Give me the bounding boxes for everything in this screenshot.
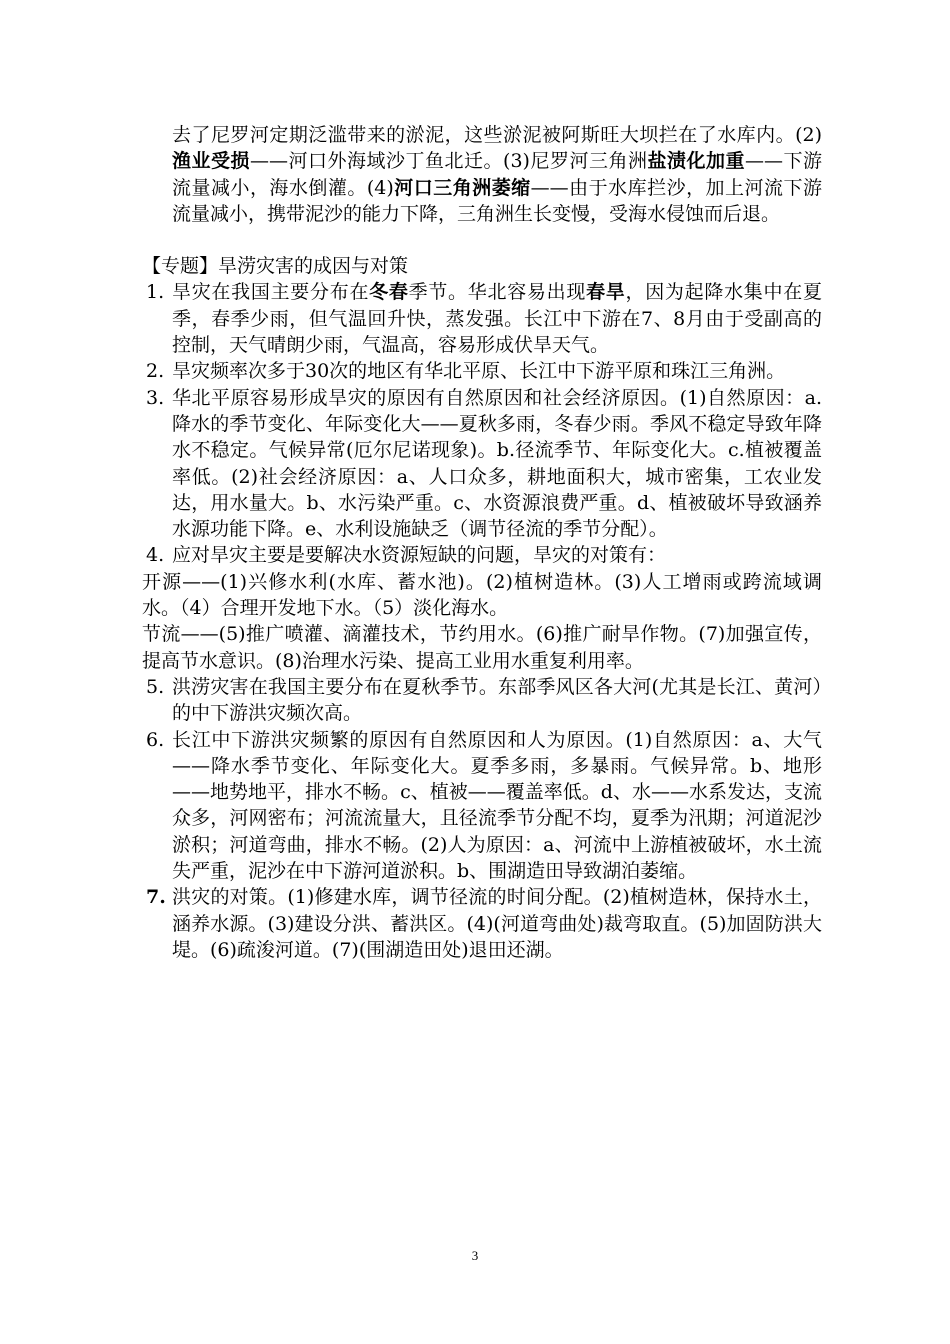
list-number: 4. — [146, 544, 165, 567]
item-5-text: 洪涝灾害在我国主要分布在夏秋季节。东部季风区各大河(尤其是长江、黄河）的中下游洪灾频次高。 — [172, 675, 822, 725]
list-item-7 — [142, 884, 822, 963]
list-item-4 — [142, 542, 822, 568]
intro-bold-salinization: 盐渍化加重 — [647, 150, 745, 173]
item-1-text-d: ，因为起降水集中在夏季，春季少雨，但气温回升快，蒸发强。长江中下游在7、8月由于受副高的控制，天气晴朗少雨，气温高，容易形成伏旱天气。 — [172, 281, 822, 357]
list-number: 5. — [146, 675, 165, 698]
list-item-5 — [142, 674, 822, 727]
jieliu-paragraph: 节流——(5)推广喷灌、滴灌技术，节约用水。(6)推广耐旱作物。(7)加强宣传，提高节水意识。(8)治理水污染、提高工业用水重复利用率。 — [142, 623, 822, 672]
item-1-bold-spring-drought: 春旱 — [586, 281, 626, 304]
kaiyuan-paragraph: 开源——(1)兴修水利(水库、蓄水池)。(2)植树造林。(3)人工增雨或跨流域调水。（4）合理开发地下水。（5）淡化海水。 — [142, 570, 822, 620]
document-body — [142, 122, 822, 963]
item-4-text: 应对旱灾主要是要解决水资源短缺的问题，旱灾的对策有： — [172, 544, 667, 567]
list-number: 2. — [146, 360, 165, 383]
list-item-2 — [142, 358, 822, 384]
item-1-bold-winter-spring: 冬春 — [369, 281, 409, 304]
item-6-text: 长江中下游洪灾频繁的原因有自然原因和人为原因。(1)自然原因：a、大气——降水季节变化、年际变化大。夏季多雨，多暴雨。气候异常。b、地形——地势地平，排水不畅。c、植被——覆盖率低。d、水——水系发达，支流众多，河网密布；河流流量大，且径流季节分配不均，夏季为汛期；河道泥沙淤积；河道弯曲，排水不畅。(2)人为原因：a、河流中上游植被破坏，水土流失严重，泥沙在中下游河道淤积。b、围湖造田导致湖泊萎缩。 — [172, 728, 822, 883]
section-title: 【专题】旱涝灾害的成因与对策 — [142, 255, 409, 278]
intro-bold-delta: 河口三角洲萎缩 — [393, 176, 531, 199]
item-1-text-c: 季节。华北容易出现 — [408, 281, 587, 304]
intro-text-4: ——由于水库拦沙，加上河流下游流量减小，携带泥沙的能力下降，三角洲生长变慢，受海水侵蚀而后退。 — [172, 176, 822, 225]
list-number: 3. — [146, 386, 165, 409]
item-1-text-a: 旱灾在我国主要分布在 — [172, 281, 370, 304]
intro-paragraph — [142, 122, 822, 227]
item-7-text: 洪灾的对策。(1)修建水库，调节径流的时间分配。(2)植树造林，保持水土，涵养水源。(3)建设分洪、蓄洪区。(4)(河道弯曲处)裁弯取直。(5)加固防洪大堤。(6)疏浚河道。(7)(围湖造田处)退田还湖。 — [172, 886, 822, 961]
list-number: 7. — [146, 886, 166, 909]
intro-text-2: ——河口外海域沙丁鱼北迁。(3)尼罗河三角洲 — [250, 150, 648, 173]
page-number: 3 — [471, 1248, 479, 1263]
spacer — [142, 227, 822, 253]
item-2-text: 旱灾频率次多于30次的地区有华北平原、长江中下游平原和珠江三角洲。 — [172, 360, 786, 383]
list-item-3 — [142, 385, 822, 543]
intro-bold-fishery: 渔业受损 — [172, 150, 251, 173]
intro-text-1: 去了尼罗河定期泛滥带来的淤泥，这些淤泥被阿斯旺大坝拦在了水库内。(2) — [172, 124, 822, 146]
item-3-text: 华北平原容易形成旱灾的原因有自然原因和社会经济原因。(1)自然原因：a.降水的季节变化、年际变化大——夏秋多雨，冬春少雨。季风不稳定导致年降水不稳定。气候异常(厄尔尼诺现象)。b.径流季节、年际变化大。c.植被覆盖率低。(2)社会经济原因：a、人口众多，耕地面积大，城市密集，工农业发达，用水量大。b、水污染严重。c、水资源浪费严重。d、植被破坏导致涵养水源功能下降。e、水利设施缺乏（调节径流的季节分配）。 — [172, 386, 822, 541]
list-item-6 — [142, 727, 822, 885]
list-number: 6. — [146, 728, 165, 751]
list-item-1 — [142, 279, 822, 358]
intro-text-3: ——下游流量减小，海水倒灌。(4) — [172, 150, 822, 199]
list-number: 1. — [146, 281, 165, 304]
